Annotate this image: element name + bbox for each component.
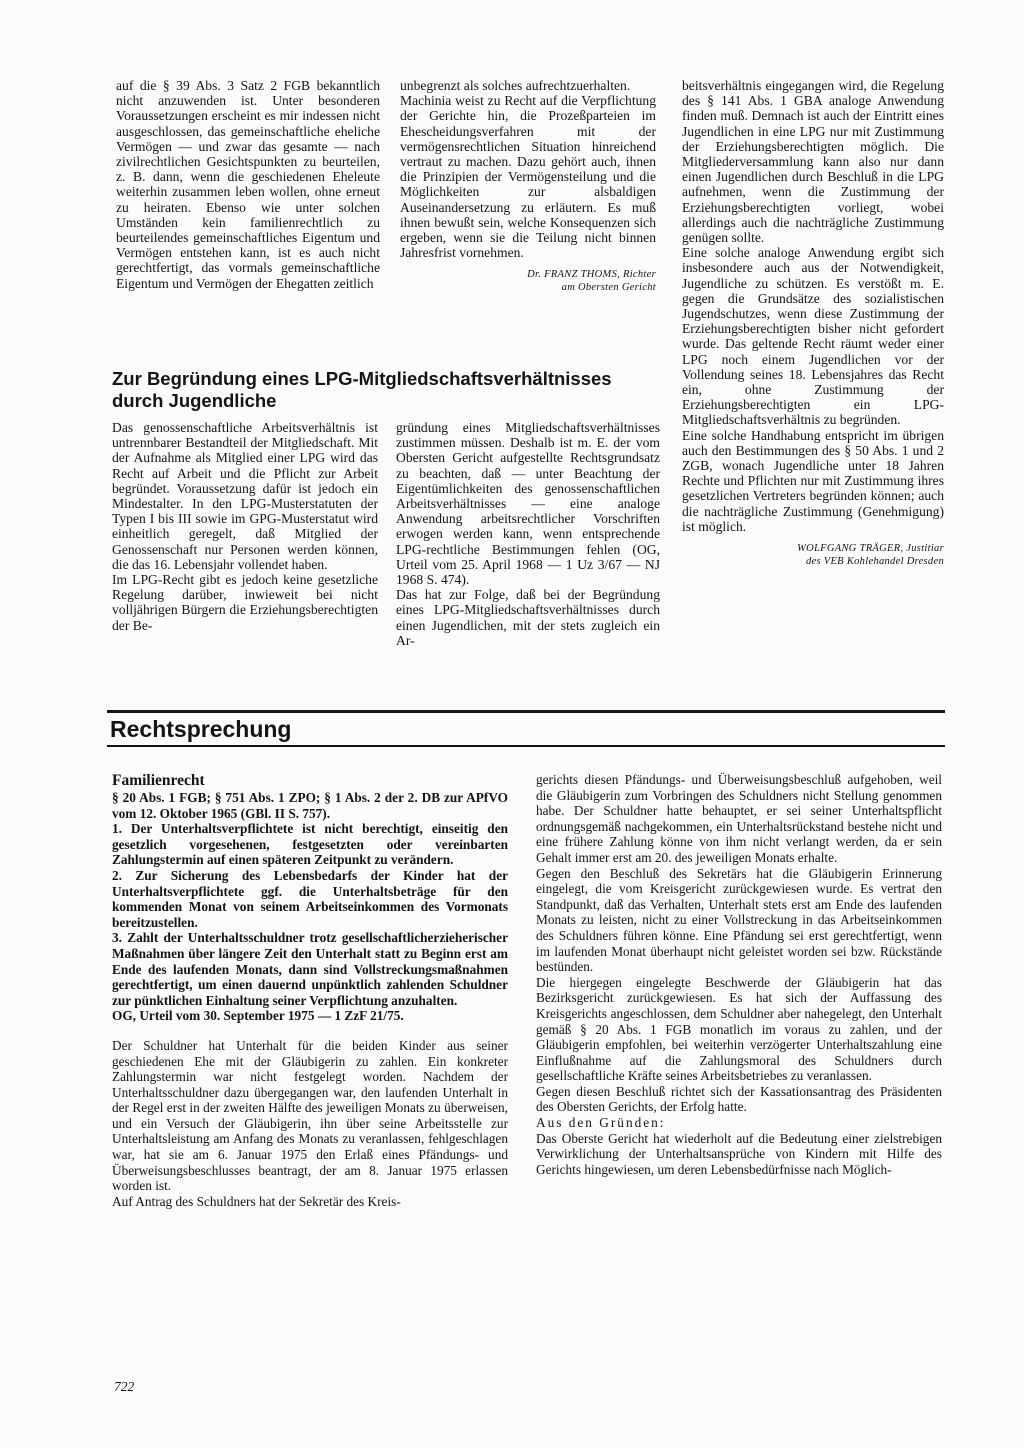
lpg-article-col1 — [112, 420, 378, 633]
paragraph: Das genossenschaftliche Arbeitsverhältnis ist untrennbarer Bestandteil der Mitgliedschaft. Mit der Aufnahme als Mitglied einer LPG wird das Recht auf Arbeit und die Pflicht zur Arbeit begründet. Voraussetzung dafür ist jedoch ein Mindestalter. In den LPG-Musterstatuten der Typen I bis III sowie im GPG-Musterstatut wird einheitlich geregelt, daß Mitglied der Genossenschaft nur Personen werden können, die das 16. Lebensjahr vollendet haben. — [112, 420, 378, 572]
paragraph: Machinia weist zu Recht auf die Verpflichtung der Gerichte hin, die Prozeßparteien im Ehescheidungsverfahren mit der vermögensrechtlichen Situation hinreichend vertraut zu machen. Dazu gehört auch, ihnen die Prinzipien der Vermögensteilung und die Möglichkeiten zur alsbaldigen Auseinandersetzung zu erläutern. Es muß ihnen bewußt sein, welche Konsequenzen sich ergeben, wenn sie die Teilung nicht binnen Jahresfrist vornehmen. — [400, 93, 656, 261]
lead-sentence-2: 2. Zur Sicherung des Lebensbedarfs der Kinder hat der Unterhaltsverpflichtete ggf. die Unterhaltsbeträge für den kommenden Monat von seinem Arbeitseinkommen des Vormonats bereitzustellen. — [112, 867, 508, 930]
page-number: 722 — [114, 1379, 135, 1394]
paragraph: gerichts diesen Pfändungs- und Überweisungsbeschluß aufgehoben, weil die Gläubigerin zum Vorbringen des Schuldners nicht Stellung genommen habe. Der Schuldner hatte behauptet, er sei seiner Unterhaltspflicht ordnungsgemäß nachgekommen, ein Unterhaltsrückstand bestehe nicht und eine frühere Zahlung könne von ihm nicht verlangt werden, da er sein Gehalt immer erst am 20. des jeweiligen Monats erhalte. — [536, 772, 942, 865]
paragraph: Eine solche analoge Anwendung ergibt sich insbesondere auch aus der Notwendigkeit, Jugendliche zu schützen. Es verstößt m. E. gegen die Grundsätze des sozialistischen Jugendschutzes, wenn diese Zustimmung der Erziehungsberechtigten bisher nicht gefordert wurde. Das geltende Recht räumt weder einer LPG noch einem Jugendlichen vor der Vollendung seines 18. Lebensjahres das Recht ein, ohne Zustimmung der Erziehungsberechtigten ein LPG-Mitgliedschaftsverhältnis zu begründen. — [682, 245, 944, 428]
top-article-col2 — [400, 78, 656, 294]
paragraph: Eine solche Handhabung entspricht im übrigen auch den Bestimmungen des § 50 Abs. 1 und 2 ZGB, wonach Jugendliche unter 18 Jahren Rechte und Pflichten nur mit Zustimmung ihres gesetzlichen Vertreters begründen können; auch die nachträgliche Zustimmung (Genehmigung) ist möglich. — [682, 427, 944, 534]
lead-sentence-1: 1. Der Unterhaltsverpflichtete ist nicht berechtigt, einseitig den gesetzlich vorgesehenen, festgesetzten oder vereinbarten Zahlungstermin auf einen späteren Zeitpunkt zu verändern. — [112, 821, 508, 868]
ruling-right-column — [536, 772, 942, 1177]
lpg-article-heading: Zur Begründung eines LPG-Mitgliedschaftsverhältnisses durch Jugendliche — [112, 368, 612, 411]
signature-thoms: Dr. FRANZ THOMS, Richter am Obersten Gericht — [527, 269, 656, 294]
paragraph: Im LPG-Recht gibt es jedoch keine gesetzliche Regelung darüber, inwieweit bei nicht volljährigen Bürgern die Erziehungsberechtigten der Be- — [112, 572, 378, 633]
section-rule-top — [107, 710, 945, 713]
paragraph: Der Schuldner hat Unterhalt für die beiden Kinder aus seiner geschiedenen Ehe mit der Gläubigerin zu zahlen. Ein konkreter Zahlungstermin war nicht festgelegt worden. Nachdem der Unterhaltsschuldner dazu übergegangen war, den laufenden Unterhalt in der Regel erst in der zweiten Hälfte des jeweiligen Monats zu überweisen, und ein Versuch der Gläubigerin, ihn über seine Arbeitsstelle zur Unterhaltsleistung am Anfang des Monats zu veranlassen, fehlgeschlagen war, hat sie am 6. Januar 1975 den Erlaß eines Pfändungs- und Überweisungsbeschlusses beantragt, der am 8. Januar 1975 erlassen worden ist. — [112, 1037, 508, 1194]
section-title: Rechtsprechung — [110, 716, 292, 742]
paragraph: Auf Antrag des Schuldners hat der Sekretär des Kreis- — [112, 1193, 401, 1209]
paragraph: Das Oberste Gericht hat wiederholt auf die Bedeutung einer zielstrebigen Verwirklichung der Unterhaltsansprüche von Kindern mit Hilfe des Gerichts hingewiesen, um deren Lebensbedürfnisse nach Möglich- — [536, 1130, 942, 1177]
norms: § 20 Abs. 1 FGB; § 751 Abs. 1 ZPO; § 1 Abs. 2 der 2. DB zur APfVO vom 12. Oktober 1965 (GBl. II S. 757). — [112, 790, 508, 821]
paragraph: auf die § 39 Abs. 3 Satz 2 FGB bekanntlich nicht anzuwenden ist. Unter besonderen Voraussetzungen erscheint es mir indessen nicht ausgeschlossen, das gemeinschaftliche eheliche Vermögen — und zwar das gesamte — nach zivilrechtlichen Gesichtspunkten zu beurteilen, z. B. dann, wenn die geschiedenen Eheleute weiterhin zusammen leben wollen, ohne erneut zu heiraten. Ebenso wie unter solchen Umständen kein familienrechtlich zu beurteilendes gemeinschaftliches Eigentum und Vermögen entstehen kann, ist es auch nicht gerechtfertigt, das vormals gemeinschaftliche Eigentum und Vermögen der Ehegatten zeitlich — [116, 78, 380, 291]
lpg-article-col2 — [396, 420, 660, 648]
paragraph: Gegen diesen Beschluß richtet sich der Kassationsantrag des Präsidenten des Obersten Gerichts, der Erfolg hatte. — [536, 1083, 942, 1115]
section-rule-bottom — [107, 745, 945, 747]
reasons-heading: Aus den Gründen: — [536, 1115, 666, 1131]
ruling-left-column — [112, 772, 508, 1209]
paragraph: Gegen den Beschluß des Sekretärs hat die Gläubigerin Erinnerung eingelegt, die vom Kreisgericht zurückgewiesen wurde. Es vertrat den Standpunkt, daß das Verhalten, Unterhalt stets erst am Ende des laufenden Monats zu leisten, nicht zu einer Vollstreckung in das Arbeitseinkommen des Schuldners führen könne. Eine Pfändung sei erst gerechtfertigt, wenn im laufenden Monat überhaupt nicht geleistet worden sei bzw. Rückstände bestünden. — [536, 865, 942, 975]
citation: OG, Urteil vom 30. September 1975 — 1 ZzF 21/75. — [112, 1008, 404, 1024]
signature-traeger: WOLFGANG TRÄGER, Justitiar des VEB Kohlehandel Dresden — [797, 543, 944, 568]
paragraph: Die hiergegen eingelegte Beschwerde der Gläubigerin hat das Bezirksgericht zurückgewiesen. Es hat sich der Auffassung des Kreisgerichts angeschlossen, dem Schuldner aber nahegelegt, den Unterhalt gemäß § 20 Abs. 1 FGB monatlich im voraus zu zahlen, und der Gläubigerin empfohlen, bei weiterhin verzögerter Unterhaltszahlung eine Einflußnahme auf die Zahlungsmoral des Schuldners durch gesellschaftliche Kräfte seines Arbeitsbetriebes zu veranlassen. — [536, 974, 942, 1084]
top-article-col1 — [116, 78, 380, 291]
paragraph: unbegrenzt als solches aufrechtzuerhalten. — [400, 78, 631, 93]
paragraph: beitsverhältnis eingegangen wird, die Regelung des § 141 Abs. 1 GBA analoge Anwendung finden muß. Demnach ist auch der Eintritt eines Jugendlichen in eine LPG nur mit Zustimmung der Erziehungsberechtigten möglich. Die Mitgliederversammlung kann also nur dann einen Jugendlichen durch Beschluß in die LPG aufnehmen, wenn die Zustimmung der Erziehungsberechtigten vorliegt, wobei allerdings auch die nachträgliche Zustimmung genügen sollte. — [682, 78, 944, 246]
lead-sentence-3: 3. Zahlt der Unterhaltsschuldner trotz gesellschaftlicherzieherischer Maßnahmen über längere Zeit den Unterhalt statt zu Beginn erst am Ende des laufenden Monats, dann sind Vollstreckungsmaßnahmen gerechtfertigt, um einen dauernd unpünktlich zahlenden Schuldner zur pünktlichen Einhaltung seiner Verpflichtung anzuhalten. — [112, 930, 508, 1008]
right-column — [682, 78, 944, 568]
section-subtitle: Familienrecht — [112, 772, 205, 789]
paragraph: gründung eines Mitgliedschaftsverhältnisses zustimmen müssen. Deshalb ist m. E. der vom Obersten Gericht aufgestellte Rechtsgrundsatz zu beachten, daß — unter Beachtung der Eigentümlichkeiten des genossenschaftlichen Arbeitsverhältnisses — eine analoge Anwendung arbeitsrechtlicher Vorschriften erwogen werden kann, wenn entsprechende LPG-rechtliche Bestimmungen fehlen (OG, Urteil vom 25. April 1968 — 1 Uz 3/67 — NJ 1968 S. 474). — [396, 420, 660, 588]
paragraph: Das hat zur Folge, daß bei der Begründung eines LPG-Mitgliedschaftsverhältnisses durch einen Jugendlichen, mit der stets zugleich ein Ar- — [396, 587, 660, 648]
